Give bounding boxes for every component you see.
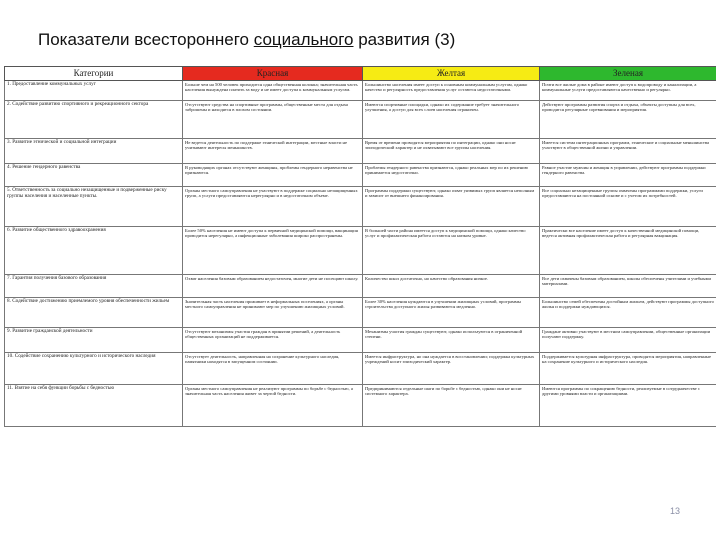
cell-yellow: Программы поддержки существуют, однако охват уязвимых групп является неполным и зависит от внешнего финансирования. [363, 187, 540, 227]
cell-yellow: Имеется инфраструктура, но она нуждается в восстановлении; поддержка культурных учреждений носит эпизодический характер. [363, 353, 540, 385]
cell-red: Значительная часть населения проживает в неформальных поселениях, а органы местного самоуправления не принимают мер по улучшению жилищных условий. [183, 298, 363, 328]
cell-category: 1. Предоставление коммунальных услуг [5, 81, 183, 101]
cell-category: 4. Решение гендерного равенства [5, 164, 183, 187]
cell-category: 8. Содействие достижению приемлемого уровня обеспеченности жильем [5, 298, 183, 328]
table-row [5, 227, 717, 275]
cell-red: Органы местного самоуправления не участвуют в поддержке социально незащищенных групп, а услуги предоставляются нерегулярно и в недостаточном объеме. [183, 187, 363, 227]
cell-red: Охват населения базовым образованием недостаточен, многие дети не посещают школу. [183, 275, 363, 298]
indicators-table [4, 66, 716, 427]
cell-category: 9. Развитие гражданской деятельности [5, 328, 183, 353]
table-row [5, 164, 717, 187]
cell-category: 3. Развитие этнической и социальной интеграции [5, 139, 183, 164]
table-row [5, 328, 717, 353]
cell-green: Поддерживается культурная инфраструктура, проводятся мероприятия, направленные на сохранение культурного и исторического наследия. [540, 353, 717, 385]
header-red: Красная [183, 67, 363, 81]
title-part-3: развития (3) [353, 30, 456, 49]
cell-category: 5. Ответственность за социально незащищенные и подверженные риску группы населения и населенные пункты. [5, 187, 183, 227]
table-row [5, 385, 717, 427]
header-yellow: Желтая [363, 67, 540, 81]
cell-red: Не ведется деятельность по поддержке этнической интеграции, местные власти не учитывают интересы меньшинств. [183, 139, 363, 164]
table-body [5, 81, 717, 427]
cell-yellow: Время от времени проводятся мероприятия по интеграции, однако они носят эпизодический характер и не охватывают все группы населения. [363, 139, 540, 164]
cell-red: В руководящих органах отсутствуют женщины, проблемы гендерного неравенства не признаются. [183, 164, 363, 187]
cell-yellow: Количество школ достаточно, но качество образования низкое. [363, 275, 540, 298]
cell-green: Имеется система интеграционных программ, этнические и социальные меньшинства участвуют в общественной жизни и управлении. [540, 139, 717, 164]
cell-green: Все дети охвачены базовым образованием, школы обеспечены учителями и учебными материалами. [540, 275, 717, 298]
cell-category: 11. Взятие на себя функции борьбы с бедностью [5, 385, 183, 427]
table-row [5, 187, 717, 227]
table-row [5, 81, 717, 101]
cell-category: 2. Содействие развитию спортивного и рекреационного сектора [5, 101, 183, 139]
title-part-1: Показатели всестороннего [38, 30, 254, 49]
cell-green: Равное участие мужчин и женщин в управлении, действуют программы поддержки гендерного равенства. [540, 164, 717, 187]
table-row [5, 101, 717, 139]
header-categories: Категории [5, 67, 183, 81]
cell-yellow: Более 30% населения нуждаются в улучшении жилищных условий, программы строительства доступного жилья развиваются медленно. [363, 298, 540, 328]
header-green: Зеленая [540, 67, 717, 81]
cell-yellow: Большинство населения имеет доступ к основным коммунальным услугам, однако качество и регулярность предоставления услуг остаются недостаточными. [363, 81, 540, 101]
cell-yellow: Предпринимаются отдельные шаги по борьбе с бедностью, однако они не носят системного характера. [363, 385, 540, 427]
cell-green: Граждане активно участвуют в местном самоуправлении, общественные организации получают поддержку. [540, 328, 717, 353]
cell-red: Больше чем на 500 человек приходится одна общественная колонка; значительная часть населения вынуждена платить за воду и не имеет доступа к коммунальным услугам. [183, 81, 363, 101]
cell-green: Все социально незащищенные группы охвачены программами поддержки, услуги предоставляются на постоянной основе и с учетом их потребностей. [540, 187, 717, 227]
cell-green: Практически все население имеет доступ к качественной медицинской помощи, ведется активная профилактическая работа и регулярная вакцинация. [540, 227, 717, 275]
cell-category: 6. Развитие общественного здравоохранения [5, 227, 183, 275]
cell-red: Более 50% населения не имеют доступа к первичной медицинской помощи, вакцинация проводится нерегулярно, а инфекционные заболевания широко распространены. [183, 227, 363, 275]
cell-green: Почти все жилые дома в районе имеют доступ к водопроводу и канализации, а коммунальные услуги предоставляются качественно и регулярно. [540, 81, 717, 101]
page-number: 13 [669, 506, 680, 516]
table-row [5, 139, 717, 164]
table-header-row [5, 67, 717, 81]
indicators-table-container [4, 66, 716, 466]
cell-red: Органы местного самоуправления не реализуют программы по борьбе с бедностью, а значительная часть населения живет за чертой бедности. [183, 385, 363, 427]
cell-yellow: Проблемы гендерного равенства признаются, однако реальных мер по их решению принимается недостаточно. [363, 164, 540, 187]
cell-yellow: Имеются спортивные площадки, однако их содержание требует значительного улучшения, а доступ для всех слоев населения ограничен. [363, 101, 540, 139]
cell-red: Отсутствует деятельность, направленная на сохранение культурного наследия, памятники находятся в запущенном состоянии. [183, 353, 363, 385]
cell-red: Отсутствуют средства на спортивные программы, общественные места для отдыха заброшены и находятся в плохом состоянии. [183, 101, 363, 139]
cell-green: Имеются программы по сокращению бедности, реализуемые в сотрудничестве с другими уровнями власти и организациями. [540, 385, 717, 427]
table-row [5, 353, 717, 385]
slide-title [38, 30, 455, 50]
cell-yellow: В большей части района имеется доступ к медицинской помощи, однако качество услуг и профилактическая работа остаются на низком уровне. [363, 227, 540, 275]
table-row [5, 298, 717, 328]
cell-red: Отсутствуют механизмы участия граждан в принятии решений, а деятельность общественных организаций не поддерживается. [183, 328, 363, 353]
cell-category: 10. Содействие сохранению культурного и исторического наследия [5, 353, 183, 385]
cell-green: Большинство семей обеспечены достойным жильем, действуют программы доступного жилья и поддержки нуждающихся. [540, 298, 717, 328]
cell-yellow: Механизмы участия граждан существуют, однако используются в ограниченной степени. [363, 328, 540, 353]
title-part-2-underlined: социального [253, 30, 354, 49]
cell-green: Действуют программы развития спорта и отдыха, объекты доступны для всех, проводятся регулярные соревнования и мероприятия. [540, 101, 717, 139]
table-row [5, 275, 717, 298]
cell-category: 7. Гарантия получения базового образования [5, 275, 183, 298]
